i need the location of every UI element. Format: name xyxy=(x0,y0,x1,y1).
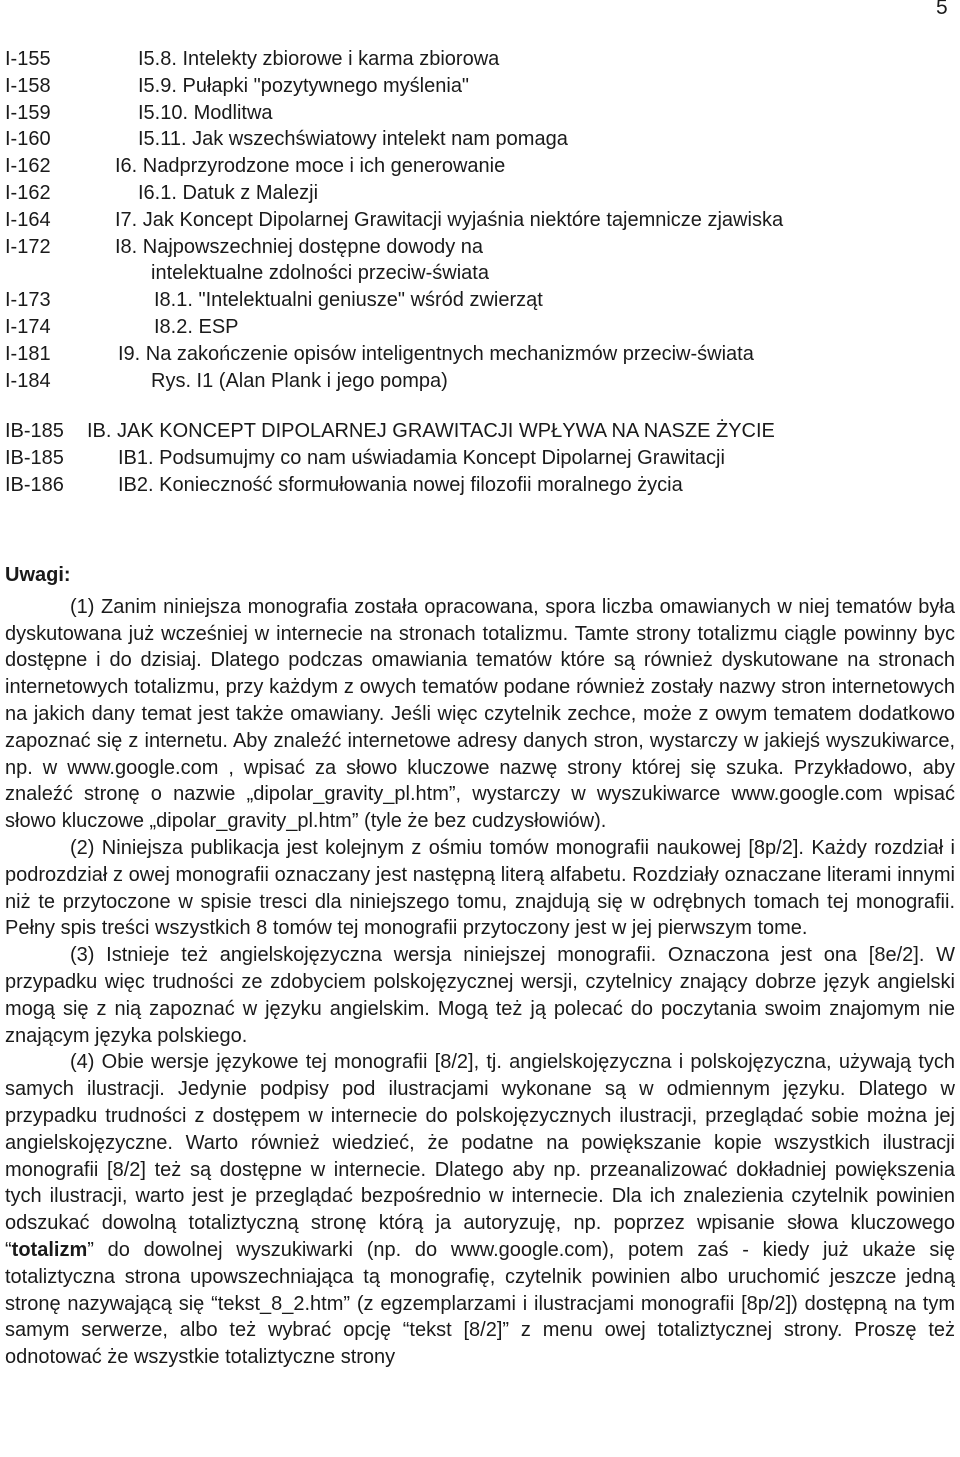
toc-page-ref: I-158 xyxy=(5,74,51,97)
page-number: 5 xyxy=(936,0,948,19)
toc-entry xyxy=(5,260,955,287)
toc-page-ref: I-160 xyxy=(5,128,51,151)
toc-title: I8.2. ESP xyxy=(154,315,239,338)
notes-section xyxy=(5,562,955,1371)
toc-page-ref: I-162 xyxy=(5,155,51,178)
toc-title: IB2. Konieczność sformułowania nowej filozofii moralnego życia xyxy=(118,473,683,496)
toc-page-ref: I-155 xyxy=(5,48,51,70)
toc-title: I5.10. Modlitwa xyxy=(138,101,273,124)
note-paragraph-3: (3) Istnieje też angielskojęzyczna wersja niniejszej monografii. Oznaczona jest ona [8e/2]. W przypadku więc trudności ze zdobyciem polskojęzycznej wersji, czytelnicy znający dobrze język angielski mogą się z nią zapoznać w języku angielskim. Mogą też ją polecać do poczytania swoim znajomym nie znającym języka polskiego. xyxy=(5,944,955,1047)
note-paragraph-1: (1) Zanim niniejsza monografia została opracowana, spora liczba omawianych w niej tematów była dyskutowana już wcześniej w internecie na stronach totalizmu. Tamte strony totalizmu ciągle powinny byc dostępne i do dzisiaj. Dlatego podczas omawiania tematów które są również dyskutowane na stronach internetowych totalizmu, przy każdym z owych tematów podane również zostały nazwy stron internetowych na jakich dany temat jest także omawiany. Jeśli więc czytelnik zechce, może z owym tematem dodatkowo zapoznać się z internetu. Aby znaleźć internetowe adresy danych stron, wystarczy w jakiejś wyszukiwarce, np. w www.google.com , wpisać za słowo kluczowe nazwę strony której się szuka. Przykładowo, aby znaleźć stronę o nazwie „dipolar_gravity_pl.htm”, wystarczy w wyszukiwarce www.google.com wpisać słowo kluczowe „dipolar_gravity_pl.htm” (tyle że bez cudzysłowiów). xyxy=(5,595,955,833)
toc-page-ref: I-159 xyxy=(5,101,51,124)
note-text: ” do dowolnej wyszukiwarki (np. do www.google.com), potem zaś - kiedy już ukaże się totaliztyczna strona upowszechniająca tą monografię, czytelnik powinien albo uruchomić jeszcze jedną stronę nazywającą się “tekst_8_2.htm” (z egzemplarzami i ilustracjami monografii [8p/2]) dostępną na tym samym serwerze, albo też wybrać opcję “tekst [8/2]” z menu owej totaliztycznej strony. Proszę też odnotować że wszystkie totaliztyczne strony xyxy=(5,1238,955,1369)
note-text: (4) Obie wersje językowe tej monografii [8/2], tj. angielskojęzyczna i polskojęzyczna, używają tych samych ilustracji. Jedynie podpisy pod ilustracjami wykonane są w odmiennym języku. Dlatego w przypadku trudności z dostępem w internecie do polskojęzycznych ilustracji, przeglądać sobie można jej angielskojęzyczne. Warto również wiedzieć, że podatne na powiększanie kopie wszystkich ilustracji monografii [8/2] też są dostępne w internecie. Dlatego aby np. przeanalizować dokładniej powiększenia tych ilustracji, warto jest je przeglądać bezpośrednio w internecie. Dla ich znalezienia czytelnik powinien odszukać dowolną totaliztyczną stronę którą ja autoryzuję, np. poprzez wpisanie słowa kluczowego “ xyxy=(5,1051,955,1261)
note-paragraph-2: (2) Niniejsza publikacja jest kolejnym z ośmiu tomów monografii naukowej [8p/2]. Każdy rozdział i podrozdział z owej monografii oznaczany jest następną literą alfabetu. Rozdziały oznaczane literami innymi niż te przytoczone w spisie tresci dla niniejszego tomu, znajdują się w odrębnych tomach tej monografii. Pełny spis treści wszystkich 8 tomów tej monografii przytoczony jest w jej pierwszym tome. xyxy=(5,836,955,940)
toc-entry xyxy=(5,126,955,153)
notes-heading: Uwagi: xyxy=(5,564,71,586)
toc-title: Rys. I1 (Alan Plank i jego pompa) xyxy=(151,369,448,392)
toc-entry xyxy=(5,472,955,499)
table-of-contents xyxy=(5,46,955,499)
toc-entry xyxy=(5,287,955,314)
toc-title: I7. Jak Koncept Dipolarnej Grawitacji wyjaśnia niektóre tajemnicze zjawiska xyxy=(115,208,784,231)
note-keyword: totalizm xyxy=(11,1238,88,1261)
toc-entry xyxy=(5,341,955,368)
toc-page-ref: I-173 xyxy=(5,289,51,312)
toc-title: I5.11. Jak wszechświatowy intelekt nam pomaga xyxy=(138,128,568,151)
toc-entry xyxy=(5,314,955,341)
toc-page-ref: IB-185 xyxy=(5,420,64,443)
toc-page-ref: IB-185 xyxy=(5,447,64,470)
toc-page-ref: I-172 xyxy=(5,235,51,258)
toc-page-ref: I-181 xyxy=(5,342,51,365)
toc-entry xyxy=(5,153,955,180)
toc-title: I8.1. "Intelektualni geniusze" wśród zwierząt xyxy=(154,289,543,312)
toc-entry xyxy=(5,46,955,73)
toc-entry xyxy=(5,418,955,445)
toc-page-ref: I-162 xyxy=(5,181,51,204)
toc-page-ref: IB-186 xyxy=(5,473,64,496)
toc-title: I6. Nadprzyrodzone moce i ich generowanie xyxy=(115,155,506,178)
toc-title: I6.1. Datuk z Malezji xyxy=(138,181,319,204)
toc-title: I5.9. Pułapki "pozytywnego myślenia" xyxy=(138,74,470,97)
toc-page-ref: I-164 xyxy=(5,208,51,231)
toc-title: IB. JAK KONCEPT DIPOLARNEJ GRAWITACJI WPŁYWA NA NASZE ŻYCIE xyxy=(87,420,775,443)
toc-title: I8. Najpowszechniej dostępne dowody na xyxy=(115,235,484,258)
toc-title: IB1. Podsumujmy co nam uświadamia Koncept Dipolarnej Grawitacji xyxy=(118,447,725,470)
toc-spacer xyxy=(5,394,955,418)
toc-page-ref: I-174 xyxy=(5,315,51,338)
note-paragraph-4 xyxy=(5,1049,955,1371)
toc-entry xyxy=(5,445,955,472)
toc-page-ref: I-184 xyxy=(5,369,51,392)
toc-title: intelektualne zdolności przeciw-świata xyxy=(151,262,489,285)
toc-entry xyxy=(5,368,955,395)
toc-entry xyxy=(5,100,955,127)
toc-entry xyxy=(5,234,955,261)
toc-entry xyxy=(5,207,955,234)
toc-title: I5.8. Intelekty zbiorowe i karma zbiorowa xyxy=(138,48,500,70)
toc-title: I9. Na zakończenie opisów inteligentnych mechanizmów przeciw-świata xyxy=(118,342,754,365)
toc-entry xyxy=(5,73,955,100)
toc-entry xyxy=(5,180,955,207)
